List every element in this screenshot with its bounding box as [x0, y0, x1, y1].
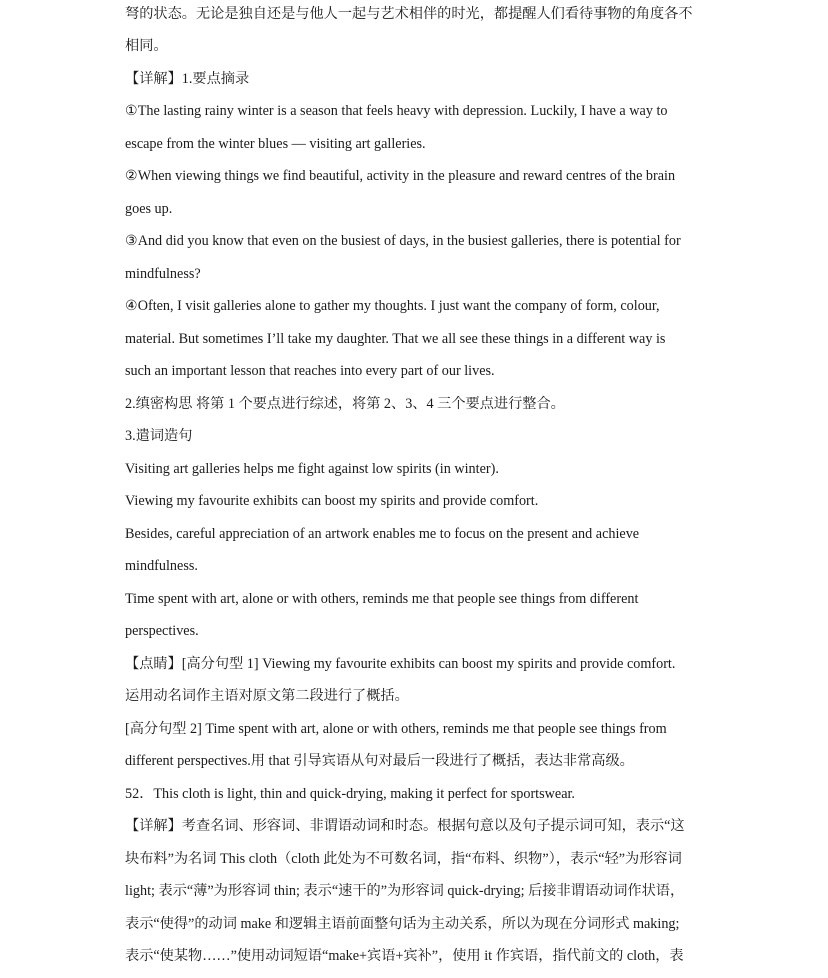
text-line: ①The lasting rainy winter is a season that feels heavy with depression. Luckily, I have a way to — [125, 103, 668, 119]
text-line: Time spent with art, alone or with others, reminds me that people see things from different — [125, 591, 639, 607]
text-line: mindfulness. — [125, 558, 198, 574]
text-line: such an important lesson that reaches into every part of our lives. — [125, 363, 495, 379]
text-line: different perspectives.用 that 引导宾语从句对最后一段进行了概括，表达非常高级。 — [125, 753, 634, 769]
text-line: ③And did you know that even on the busiest of days, in the busiest galleries, there is potential for — [125, 233, 681, 249]
text-line: Besides, careful appreciation of an artwork enables me to focus on the present and achieve — [125, 526, 640, 542]
text-line: 弩的状态。无论是独自还是与他人一起与艺术相伴的时光，都提醒人们看待事物的角度各不 — [125, 6, 693, 22]
text-line: 2.缜密构思 将第 1 个要点进行综述，将第 2、3、4 三个要点进行整合。 — [125, 396, 565, 412]
text-line: 【详解】考查名词、形容词、非谓语动词和时态。根据句意以及句子提示词可知，表示“这 — [125, 818, 685, 834]
text-line: Viewing my favourite exhibits can boost my spirits and provide comfort. — [125, 493, 539, 509]
text-line: light; 表示“薄”为形容词 thin; 表示“速干的”为形容词 quick-drying; 后接非谓语动词作状语， — [125, 883, 685, 899]
text-line: ②When viewing things we find beautiful, activity in the pleasure and reward centres of the brain — [125, 168, 676, 184]
text-line: goes up. — [125, 201, 173, 217]
text-line: 表示“使得”的动词 make 和逻辑主语前面整句话为主动关系，所以为现在分词形式 making; — [125, 916, 680, 932]
text-line: 块布料”为名词 This cloth（cloth 此处为不可数名词，指“布料、织物”），表示“轻”为形容词 — [125, 851, 682, 867]
text-line: perspectives. — [125, 623, 199, 639]
text-line: 52．This cloth is light, thin and quick-drying, making it perfect for sportswear. — [125, 786, 575, 802]
text-line: material. But sometimes I’ll take my daughter. That we all see these things in a different way is — [125, 331, 666, 347]
text-line: [高分句型 2] Time spent with art, alone or with others, reminds me that people see things from — [125, 721, 667, 737]
text-line: 表示“使某物……”使用动词短语“make+宾语+宾补”，使用 it 作宾语，指代前文的 cloth，表 — [125, 948, 684, 964]
text-line: 3.遣词造句 — [125, 428, 193, 444]
text-line: ④Often, I visit galleries alone to gather my thoughts. I just want the company of form, colour, — [125, 298, 660, 314]
text-line: 【详解】1.要点摘录 — [125, 71, 250, 87]
text-line: mindfulness? — [125, 266, 201, 282]
text-line: Visiting art galleries helps me fight against low spirits (in winter). — [125, 461, 499, 477]
text-line: 相同。 — [125, 38, 168, 54]
text-line: 运用动名词作主语对原文第二段进行了概括。 — [125, 688, 409, 704]
text-line: escape from the winter blues — visiting art galleries. — [125, 136, 426, 152]
text-line: 【点睛】[高分句型 1] Viewing my favourite exhibits can boost my spirits and provide comfort. — [125, 656, 676, 672]
